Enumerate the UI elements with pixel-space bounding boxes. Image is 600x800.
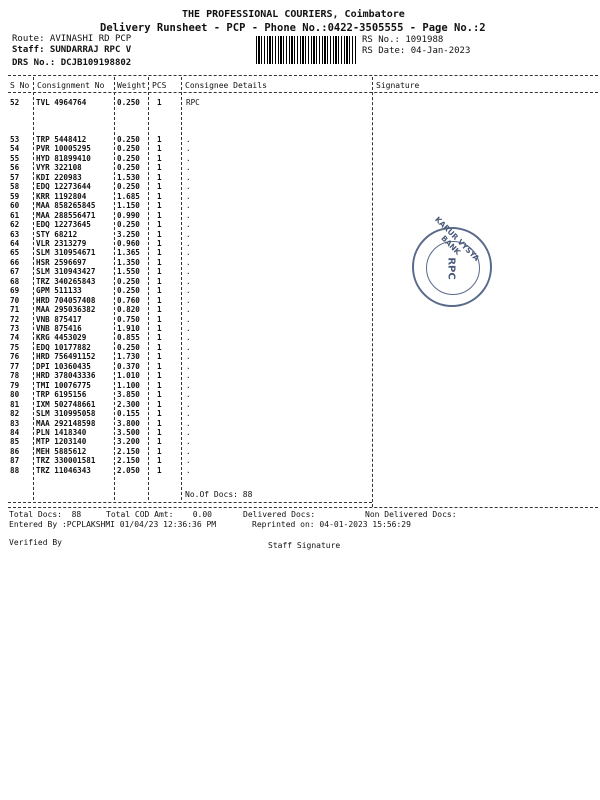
row-consignment: KRG 4453029	[36, 333, 87, 343]
row-weight: 3.250	[117, 229, 140, 239]
row-weight: 3.500	[117, 427, 140, 437]
row-consignee: .	[186, 333, 191, 343]
row-consignment: EDQ 10177882	[36, 342, 91, 352]
row-weight: 0.370	[117, 361, 140, 371]
row-sno: 72	[10, 314, 20, 324]
table-row	[0, 333, 600, 342]
table-row	[0, 437, 600, 446]
stamp-outer-text: KARUR VYSYA BANK	[433, 214, 482, 263]
row-consignee: .	[186, 286, 191, 296]
row-consignment: TRZ 340265843	[36, 276, 96, 286]
row-weight: 2.050	[117, 465, 140, 475]
row-consignee: .	[186, 380, 191, 390]
row-weight: 0.250	[117, 286, 140, 296]
row-consignee: .	[186, 248, 191, 258]
row-consignee: .	[186, 446, 191, 456]
row-consignment: KDI 220983	[36, 172, 82, 182]
row-consignee: .	[186, 144, 191, 154]
row-weight: 1.100	[117, 380, 140, 390]
row-pcs: 1	[157, 172, 162, 182]
row-sno: 65	[10, 248, 20, 258]
row-consignee: .	[186, 305, 191, 315]
row-consignee: .	[186, 201, 191, 211]
row-weight: 3.850	[117, 390, 140, 400]
bank-stamp	[412, 214, 492, 307]
row-consignee: .	[186, 371, 191, 381]
row-consignment: MAA 858265845	[36, 201, 96, 211]
row-weight: 3.800	[117, 418, 140, 428]
row-consignment: VNB 875416	[36, 324, 82, 333]
row-sno: 52	[10, 98, 20, 107]
row-weight: 3.200	[117, 437, 140, 447]
row-sno: 66	[10, 257, 20, 267]
table-row	[0, 230, 600, 239]
entered-by: Entered By :PCPLAKSHMI 01/04/23 12:36:36 PM	[9, 520, 217, 529]
row-weight: 1.730	[117, 352, 140, 362]
row-sno: 84	[10, 427, 20, 437]
row-sno: 56	[10, 163, 20, 173]
row-weight: 1.010	[117, 371, 140, 381]
row-pcs: 1	[157, 182, 162, 192]
row-weight: 1.150	[117, 201, 140, 211]
verified-by: Verified By	[9, 538, 62, 547]
row-pcs: 1	[157, 286, 162, 296]
row-pcs: 1	[157, 257, 162, 267]
table-rule-bottom	[8, 502, 372, 503]
row-sno: 67	[10, 267, 20, 277]
drs-number: DRS No.: DCJB109198802	[12, 58, 132, 68]
row-consignee: .	[186, 257, 191, 267]
row-pcs: 1	[157, 229, 162, 239]
row-consignment: TRZ 330001581	[36, 456, 96, 466]
col-signature: Signature	[376, 81, 420, 90]
table-row	[0, 239, 600, 248]
table-row	[0, 267, 600, 276]
no-of-docs: No.Of Docs: 88	[185, 490, 253, 499]
row-pcs: 1	[157, 371, 162, 381]
row-weight: 0.250	[117, 98, 140, 107]
row-weight: 1.530	[117, 172, 140, 182]
table-row	[0, 163, 600, 172]
row-weight: 1.350	[117, 257, 140, 267]
row-pcs: 1	[157, 248, 162, 258]
delivered-docs: Delivered Docs:	[243, 510, 316, 519]
row-consignment: KRR 1192804	[36, 191, 87, 201]
row-sno: 61	[10, 210, 20, 220]
row-sno: 74	[10, 333, 20, 343]
row-sno: 68	[10, 276, 20, 286]
footer-rule	[8, 507, 598, 508]
table-row	[0, 343, 600, 352]
row-consignee: .	[186, 352, 191, 362]
table-row	[0, 390, 600, 399]
row-pcs: 1	[157, 380, 162, 390]
reprinted-on: Reprinted on: 04-01-2023 15:56:29	[252, 520, 411, 529]
col-pcs: PCS	[152, 81, 167, 90]
row-consignment: TMI 10076775	[36, 380, 91, 390]
row-consignment: VLR 2313279	[36, 238, 87, 248]
row-pcs: 1	[157, 314, 162, 324]
table-row	[0, 154, 600, 163]
row-consignee: .	[186, 191, 191, 201]
row-sno: 71	[10, 305, 20, 315]
row-sno: 88	[10, 465, 20, 475]
row-consignee: .	[186, 135, 191, 144]
row-consignment: TRP 5448412	[36, 135, 87, 144]
row-consignee: .	[186, 437, 191, 447]
row-consignee: .	[186, 456, 191, 466]
row-weight: 0.760	[117, 295, 140, 305]
row-pcs: 1	[157, 276, 162, 286]
table-row	[0, 296, 600, 305]
row-consignment: TRZ 11046343	[36, 465, 91, 475]
row-consignment: PLN 1418340	[36, 427, 87, 437]
staff-signature: Staff Signature	[268, 541, 341, 550]
row-consignee: .	[186, 238, 191, 248]
row-consignee: .	[186, 172, 191, 182]
row-consignment: HRD 704057408	[36, 295, 96, 305]
table-row	[0, 371, 600, 380]
row-sno: 53	[10, 135, 20, 144]
table-row	[0, 173, 600, 182]
row-consignment: TRP 6195156	[36, 390, 87, 400]
row-weight: 0.250	[117, 135, 140, 144]
row-weight: 0.250	[117, 163, 140, 173]
row-consignment: HSR 2596697	[36, 257, 87, 267]
row-pcs: 1	[157, 191, 162, 201]
row-consignment: EDQ 12273645	[36, 220, 91, 230]
row-sno: 60	[10, 201, 20, 211]
row-consignment: MAA 292148598	[36, 418, 96, 428]
row-consignment: VNB 875417	[36, 314, 82, 324]
row-sno: 76	[10, 352, 20, 362]
row-consignment: PVR 10005295	[36, 144, 91, 154]
row-pcs: 1	[157, 163, 162, 173]
row-sno: 69	[10, 286, 20, 296]
row-pcs: 1	[157, 427, 162, 437]
row-sno: 73	[10, 324, 20, 333]
row-consignee: RPC	[186, 98, 200, 107]
company-title: THE PROFESSIONAL COURIERS, Coimbatore	[182, 9, 405, 20]
row-consignment: MTP 1203140	[36, 437, 87, 447]
table-row	[0, 286, 600, 295]
table-row	[0, 258, 600, 267]
row-pcs: 1	[157, 144, 162, 154]
row-sno: 85	[10, 437, 20, 447]
row-pcs: 1	[157, 135, 162, 144]
row-sno: 86	[10, 446, 20, 456]
row-consignee: .	[186, 324, 191, 333]
row-weight: 2.300	[117, 399, 140, 409]
table-row	[0, 192, 600, 201]
row-weight: 0.990	[117, 210, 140, 220]
row-pcs: 1	[157, 220, 162, 230]
row-pcs: 1	[157, 409, 162, 419]
header-rule-top	[8, 75, 598, 76]
total-docs: Total Docs: 88	[9, 510, 82, 519]
row-weight: 0.855	[117, 333, 140, 343]
row-consignment: IXM 502748661	[36, 399, 96, 409]
row-consignee: .	[186, 342, 191, 352]
row-sno: 57	[10, 172, 20, 182]
row-consignee: .	[186, 182, 191, 192]
row-consignee: .	[186, 276, 191, 286]
row-weight: 2.150	[117, 456, 140, 466]
row-consignment: SLM 310995058	[36, 409, 96, 419]
row-consignment: STY 68212	[36, 229, 78, 239]
table-row	[0, 352, 600, 361]
row-pcs: 1	[157, 267, 162, 277]
table-row	[0, 248, 600, 257]
row-weight: 0.250	[117, 220, 140, 230]
row-sno: 64	[10, 238, 20, 248]
table-row	[0, 135, 600, 144]
row-consignment: TVL 4964764	[36, 98, 87, 107]
row-consignee: .	[186, 314, 191, 324]
table-row	[0, 98, 600, 107]
row-consignment: DPI 10360435	[36, 361, 91, 371]
row-consignment: MAA 288556471	[36, 210, 96, 220]
col-sno: S No	[10, 81, 30, 90]
row-consignment: HYD 81899410	[36, 153, 91, 163]
row-sno: 75	[10, 342, 20, 352]
row-consignment: MAA 295036382	[36, 305, 96, 315]
row-consignee: .	[186, 267, 191, 277]
row-consignee: .	[186, 295, 191, 305]
row-consignee: .	[186, 153, 191, 163]
row-pcs: 1	[157, 324, 162, 333]
row-consignee: .	[186, 399, 191, 409]
staff-label: Staff: SUNDARRAJ RPC V	[12, 45, 132, 55]
row-weight: 0.820	[117, 305, 140, 315]
col-consignment: Consignment No	[37, 81, 105, 90]
row-sno: 58	[10, 182, 20, 192]
row-consignment: GPM 511133	[36, 286, 82, 296]
table-row	[0, 400, 600, 409]
total-cod: Total COD Amt: 0.00	[106, 510, 212, 519]
row-consignment: EDQ 12273644	[36, 182, 91, 192]
barcode	[256, 36, 356, 64]
table-row	[0, 315, 600, 324]
table-row	[0, 362, 600, 371]
row-consignee: .	[186, 210, 191, 220]
row-sno: 78	[10, 371, 20, 381]
table-row	[0, 466, 600, 475]
row-pcs: 1	[157, 153, 162, 163]
row-sno: 59	[10, 191, 20, 201]
table-row	[0, 324, 600, 333]
table-row	[0, 428, 600, 437]
row-weight: 0.155	[117, 409, 140, 419]
row-weight: 0.250	[117, 342, 140, 352]
table-row	[0, 381, 600, 390]
table-row	[0, 419, 600, 428]
row-sno: 80	[10, 390, 20, 400]
row-consignee: .	[186, 418, 191, 428]
col-weight: Weight	[117, 81, 146, 90]
row-sno: 79	[10, 380, 20, 390]
table-row	[0, 144, 600, 153]
route-label: Route: AVINASHI RD PCP	[12, 34, 132, 44]
row-consignee: .	[186, 361, 191, 371]
col-consignee: Consignee Details	[185, 81, 267, 90]
row-pcs: 1	[157, 201, 162, 211]
row-pcs: 1	[157, 333, 162, 343]
header-rule-bottom	[8, 92, 598, 93]
row-pcs: 1	[157, 418, 162, 428]
row-weight: 0.250	[117, 182, 140, 192]
row-weight: 0.250	[117, 276, 140, 286]
row-consignee: .	[186, 390, 191, 400]
row-sno: 81	[10, 399, 20, 409]
row-sno: 62	[10, 220, 20, 230]
row-weight: 2.150	[117, 446, 140, 456]
row-pcs: 1	[157, 437, 162, 447]
row-sno: 54	[10, 144, 20, 154]
row-consignee: .	[186, 220, 191, 230]
row-pcs: 1	[157, 390, 162, 400]
row-weight: 1.365	[117, 248, 140, 258]
row-weight: 1.550	[117, 267, 140, 277]
table-row	[0, 211, 600, 220]
row-sno: 82	[10, 409, 20, 419]
row-pcs: 1	[157, 305, 162, 315]
row-pcs: 1	[157, 446, 162, 456]
row-consignee: .	[186, 465, 191, 475]
row-weight: 0.250	[117, 144, 140, 154]
runsheet-title: Delivery Runsheet - PCP - Phone No.:0422-3505555 - Page No.:2	[100, 22, 486, 34]
row-consignment: SLM 310954671	[36, 248, 96, 258]
row-pcs: 1	[157, 342, 162, 352]
row-sno: 83	[10, 418, 20, 428]
row-pcs: 1	[157, 465, 162, 475]
non-delivered-docs: Non Delivered Docs:	[365, 510, 457, 519]
table-row	[0, 220, 600, 229]
table-row	[0, 456, 600, 465]
row-consignment: SLM 310943427	[36, 267, 96, 277]
row-consignment: VYR 322108	[36, 163, 82, 173]
row-pcs: 1	[157, 210, 162, 220]
row-weight: 1.685	[117, 191, 140, 201]
row-pcs: 1	[157, 399, 162, 409]
table-row	[0, 447, 600, 456]
row-consignment: MEH 5885612	[36, 446, 87, 456]
row-weight: 0.750	[117, 314, 140, 324]
row-pcs: 1	[157, 238, 162, 248]
row-weight: 0.250	[117, 153, 140, 163]
rs-number: RS No.: 1091988	[362, 35, 444, 45]
row-sno: 55	[10, 153, 20, 163]
row-weight: 1.910	[117, 324, 140, 333]
table-row	[0, 409, 600, 418]
row-consignment: HRD 378043336	[36, 371, 96, 381]
row-sno: 87	[10, 456, 20, 466]
row-consignee: .	[186, 409, 191, 419]
row-consignment: HRD 756491152	[36, 352, 96, 362]
stamp-inner-text: RPC	[445, 257, 457, 280]
table-row	[0, 201, 600, 210]
row-pcs: 1	[157, 456, 162, 466]
row-pcs: 1	[157, 352, 162, 362]
rs-date: RS Date: 04-Jan-2023	[362, 46, 471, 56]
row-pcs: 1	[157, 295, 162, 305]
row-pcs: 1	[157, 98, 162, 107]
row-sno: 63	[10, 229, 20, 239]
row-consignee: .	[186, 163, 191, 173]
row-weight: 0.960	[117, 238, 140, 248]
row-pcs: 1	[157, 361, 162, 371]
row-consignee: .	[186, 427, 191, 437]
row-consignee: .	[186, 229, 191, 239]
table-row	[0, 277, 600, 286]
row-sno: 70	[10, 295, 20, 305]
table-row	[0, 305, 600, 314]
row-sno: 77	[10, 361, 20, 371]
table-row	[0, 182, 600, 191]
